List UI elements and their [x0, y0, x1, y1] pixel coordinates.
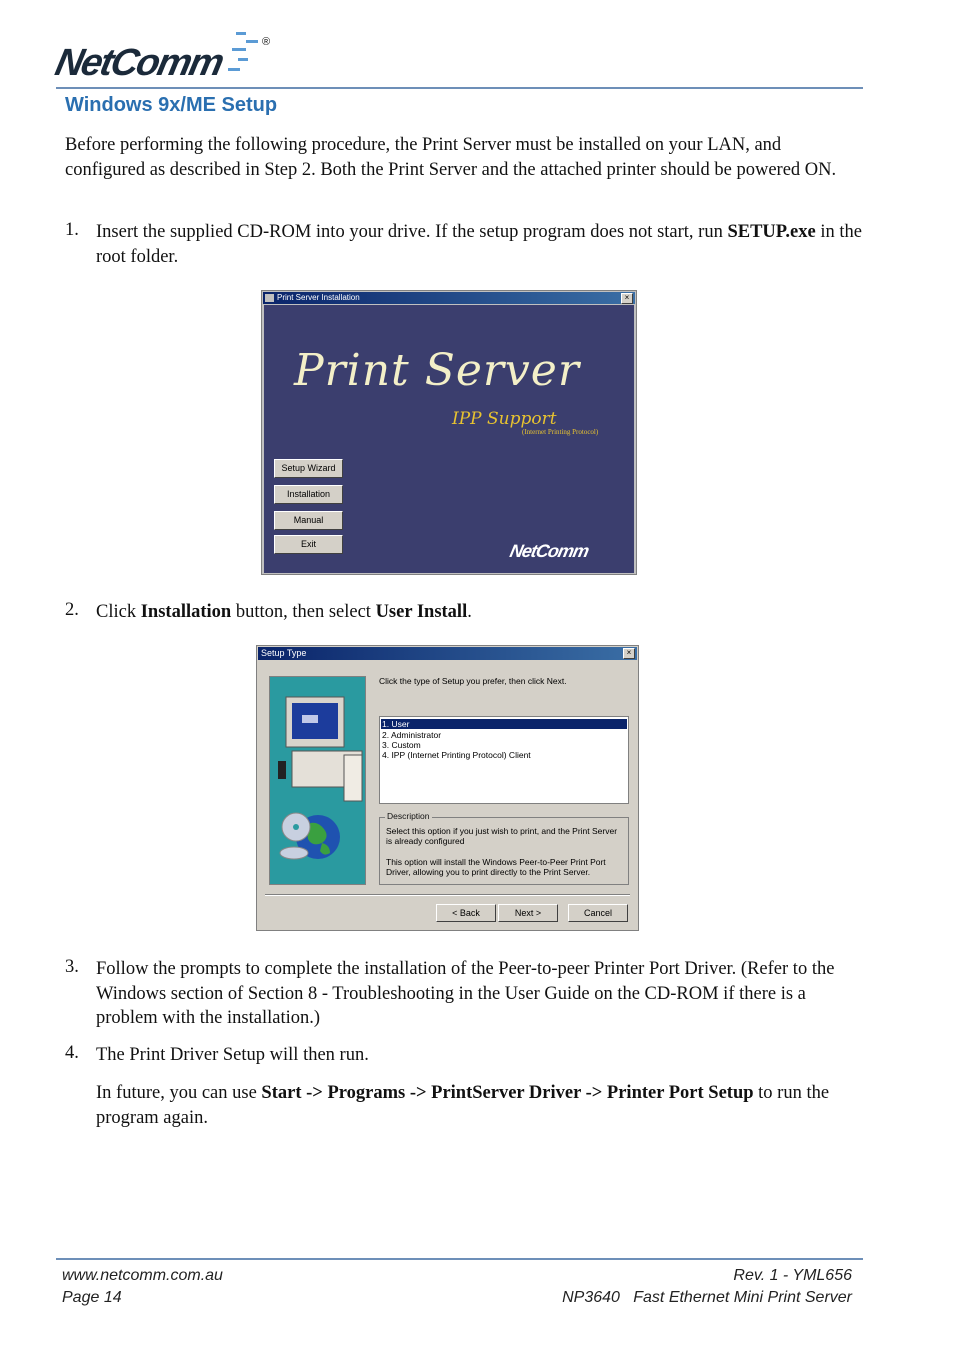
setup-type-list[interactable]	[379, 716, 629, 804]
next-button[interactable]: Next >	[498, 904, 558, 922]
description-label: Description	[387, 811, 430, 821]
registered-mark: ®	[262, 36, 271, 48]
netcomm-logo	[51, 28, 276, 84]
description-text-2: This option will install the Windows Peer-to-Peer Print Port Driver, allowing you to print directly to the Print Server.	[386, 857, 606, 877]
dialog-titlebar: Setup Type ×	[258, 647, 637, 660]
ipp-subtitle: (Internet Printing Protocol)	[522, 428, 599, 436]
list-item[interactable]: 4. IPP (Internet Printing Protocol) Client	[382, 750, 531, 760]
footer-rule	[56, 1258, 863, 1260]
step-2-number: 2.	[65, 600, 79, 620]
step-1-number: 1.	[65, 220, 79, 240]
list-item[interactable]: 3. Custom	[382, 740, 421, 750]
section-title: Windows 9x/ME Setup	[65, 94, 278, 116]
netcomm-mini-logo: NetComm	[507, 541, 591, 561]
close-icon[interactable]: ×	[621, 293, 633, 304]
intro-paragraph: Before performing the following procedure, the Print Server must be installed on your LAN, and configured as described in Step 2. Both the Print Server and the attached printer should be powered ON.	[65, 135, 837, 180]
description-group	[379, 811, 629, 885]
setup-prompt: Click the type of Setup you prefer, then click Next.	[379, 676, 567, 686]
window-titlebar: Print Server Installation ×	[263, 292, 635, 304]
step-1-text: Insert the supplied CD-ROM into your drive. If the setup program does not start, run SETUP.exe in the root folder.	[96, 222, 862, 267]
product-title: Print Server	[294, 345, 580, 396]
splash-canvas	[264, 305, 634, 573]
step-3-number: 3.	[65, 957, 79, 977]
step-4-text: The Print Driver Setup will then run.	[96, 1045, 369, 1065]
header-rule	[56, 87, 863, 89]
print-server-installation-window	[261, 290, 637, 575]
step-3-text: Follow the prompts to complete the installation of the Peer-to-peer Printer Port Driver. (Refer to the Windows section of Section 8 - Troubleshooting in the User Guide on the CD-ROM if there is a problem with the installation.)	[96, 959, 835, 1028]
logo-wordmark: NetComm	[51, 42, 227, 84]
cancel-button[interactable]: Cancel	[568, 904, 628, 922]
footer-url[interactable]: www.netcomm.com.au	[62, 1267, 223, 1284]
dialog-separator	[265, 894, 630, 896]
footer-product: NP3640 Fast Ethernet Mini Print Server	[562, 1289, 852, 1306]
list-item[interactable]: 2. Administrator	[382, 730, 442, 740]
installation-button[interactable]: Installation	[274, 485, 343, 504]
setup-illustration	[269, 676, 366, 885]
footer-revision: Rev. 1 - YML656	[733, 1267, 852, 1284]
app-icon	[265, 294, 274, 302]
manual-button[interactable]: Manual	[274, 511, 343, 530]
future-paragraph: In future, you can use Start -> Programs -> PrintServer Driver -> Printer Port Setup to run the program again.	[96, 1083, 830, 1128]
ipp-title: IPP Support	[452, 409, 557, 429]
footer-page: Page 14	[62, 1289, 122, 1306]
step-4-number: 4.	[65, 1043, 79, 1063]
setup-type-dialog	[256, 645, 639, 931]
setup-wizard-button[interactable]: Setup Wizard	[274, 459, 343, 478]
list-item[interactable]: 1. User	[381, 719, 627, 729]
close-icon[interactable]: ×	[623, 648, 635, 659]
computer-illustration-icon	[270, 677, 365, 884]
exit-button[interactable]: Exit	[274, 535, 343, 554]
back-button[interactable]: < Back	[436, 904, 496, 922]
step-2-text: Click Installation button, then select User Install.	[96, 602, 472, 622]
description-text-1: Select this option if you just wish to print, and the Print Server is already configured	[386, 826, 618, 846]
